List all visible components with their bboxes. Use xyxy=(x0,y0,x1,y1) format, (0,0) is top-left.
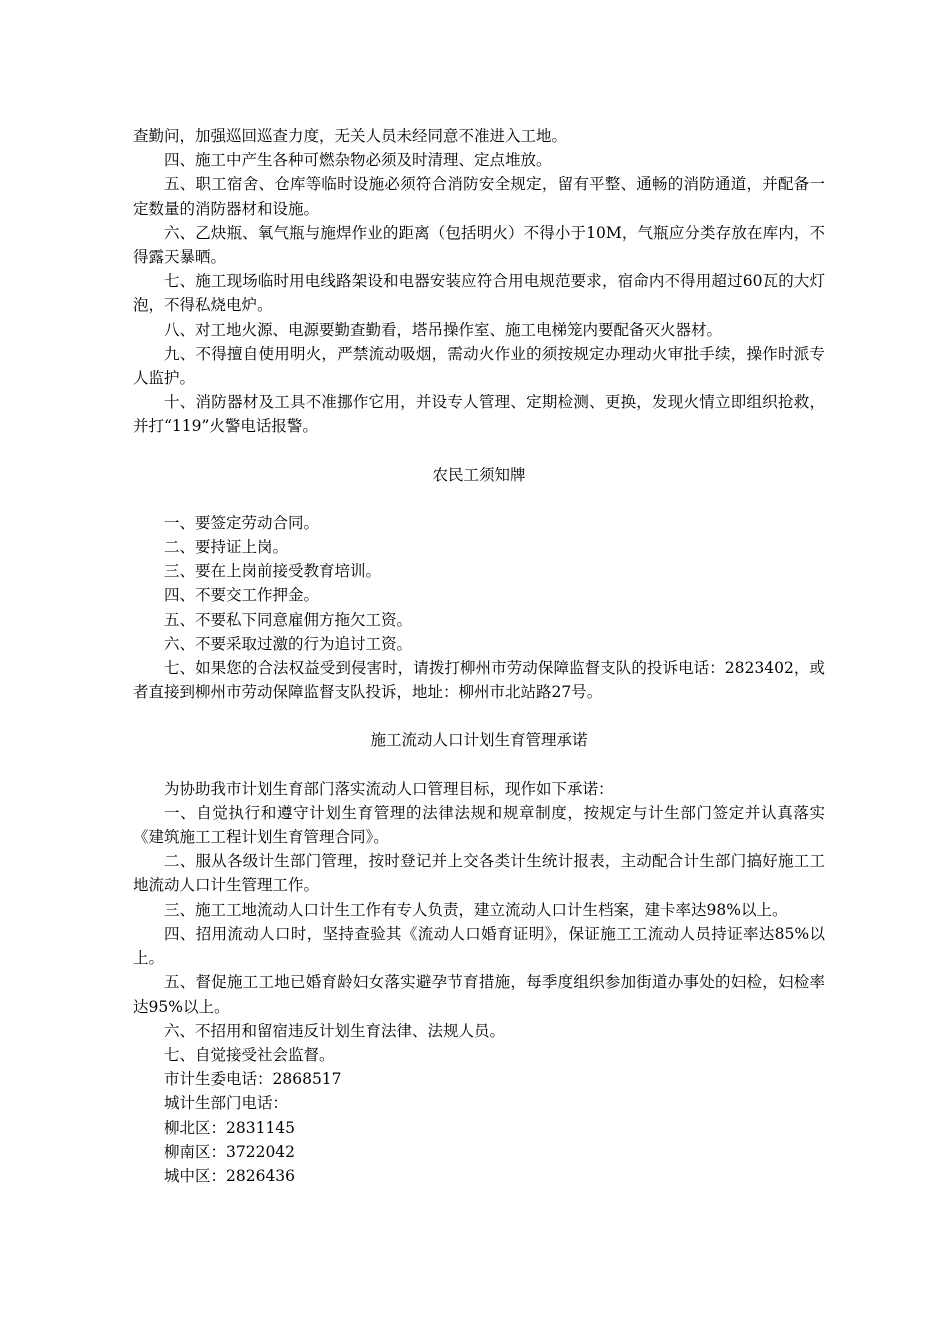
commitment-5: 五、督促施工工地已婚育龄妇女落实避孕节育措施，每季度组织参加街道办事处的妇检，妇检率达95%以上。 xyxy=(133,973,825,1016)
commitment-intro: 为协助我市计划生育部门落实流动人口管理目标，现作如下承诺： xyxy=(164,779,614,798)
document-page xyxy=(133,124,825,1188)
section-title-migrant-workers: 农民工须知牌 xyxy=(432,465,526,484)
worker-notice-4: 四、不要交工作押金。 xyxy=(164,586,320,605)
fire-rule-7: 七、施工现场临时用电线路架设和电器安装应符合用电规范要求，宿命内不得用超过60瓦的大灯泡，不得私烧电炉。 xyxy=(133,272,825,315)
commitment-2: 二、服从各级计生部门管理，按时登记并上交各类计生统计报表，主动配合计生部门搞好施工工地流动人口计生管理工作。 xyxy=(133,852,825,895)
worker-notice-1: 一、要签定劳动合同。 xyxy=(164,513,320,532)
fire-rule-4: 四、施工中产生各种可燃杂物必须及时清理、定点堆放。 xyxy=(164,151,552,170)
paragraph-continuation: 查勤问，加强巡回巡查力度，无关人员未经同意不准进入工地。 xyxy=(133,127,568,145)
fire-rule-9: 九、不得擅自使用明火，严禁流动吸烟，需动火作业的须按规定办理动火审批手续，操作时派专人监护。 xyxy=(133,344,825,388)
contact-liubei: 柳北区：2831145 xyxy=(164,1118,296,1137)
commitment-3: 三、施工工地流动人口计生工作有专人负责，建立流动人口计生档案，建卡率达98%以上。 xyxy=(164,900,788,919)
contact-city-committee: 市计生委电话：2868517 xyxy=(164,1070,342,1089)
commitment-4: 四、招用流动人口时，坚持查验其《流动人口婚育证明》，保证施工工流动人员持证率达85%以上。 xyxy=(133,924,825,968)
contact-chengzhong: 城中区：2826436 xyxy=(164,1166,296,1185)
worker-notice-3: 三、要在上岗前接受教育培训。 xyxy=(164,562,382,581)
fire-rule-5: 五、职工宿舍、仓库等临时设施必须符合消防安全规定，留有平整、通畅的消防通道，并配备一定数量的消防器材和设施。 xyxy=(133,175,825,218)
worker-notice-6: 六、不要采取过激的行为追讨工资。 xyxy=(164,634,413,653)
section-title-family-planning: 施工流动人口计划生育管理承诺 xyxy=(370,731,588,750)
fire-rule-8: 八、对工地火源、电源要勤查勤看，塔吊操作室、施工电梯笼内要配备灭火器材。 xyxy=(164,320,723,339)
commitment-1: 一、自觉执行和遵守计划生育管理的法律法规和规章制度，按规定与计生部门签定并认真落实《建筑施工工程计划生育管理合同》。 xyxy=(133,803,825,847)
fire-rule-6: 六、乙炔瓶、氧气瓶与施焊作业的距离（包括明火）不得小于10M，气瓶应分类存放在库内，不得露天暴晒。 xyxy=(133,223,825,267)
fire-rule-10: 十、消防器材及工具不准挪作它用，并设专人管理、定期检测、更换，发现火情立即组织抢救，并打“119”火警电话报警。 xyxy=(133,393,825,436)
worker-notice-5: 五、不要私下同意雇佣方拖欠工资。 xyxy=(164,610,413,629)
contact-district-header: 城计生部门电话： xyxy=(164,1094,289,1113)
worker-notice-7: 七、如果您的合法权益受到侵害时，请拨打柳州市劳动保障监督支队的投诉电话：2823402，或者直接到柳州市劳动保障监督支队投诉，地址：柳州市北站路27号。 xyxy=(133,659,825,702)
commitment-6: 六、不招用和留宿违反计划生育法律、法规人员。 xyxy=(164,1021,506,1040)
worker-notice-2: 二、要持证上岗。 xyxy=(164,538,289,557)
commitment-7: 七、自觉接受社会监督。 xyxy=(164,1045,335,1064)
contact-liunan: 柳南区：3722042 xyxy=(164,1142,296,1161)
